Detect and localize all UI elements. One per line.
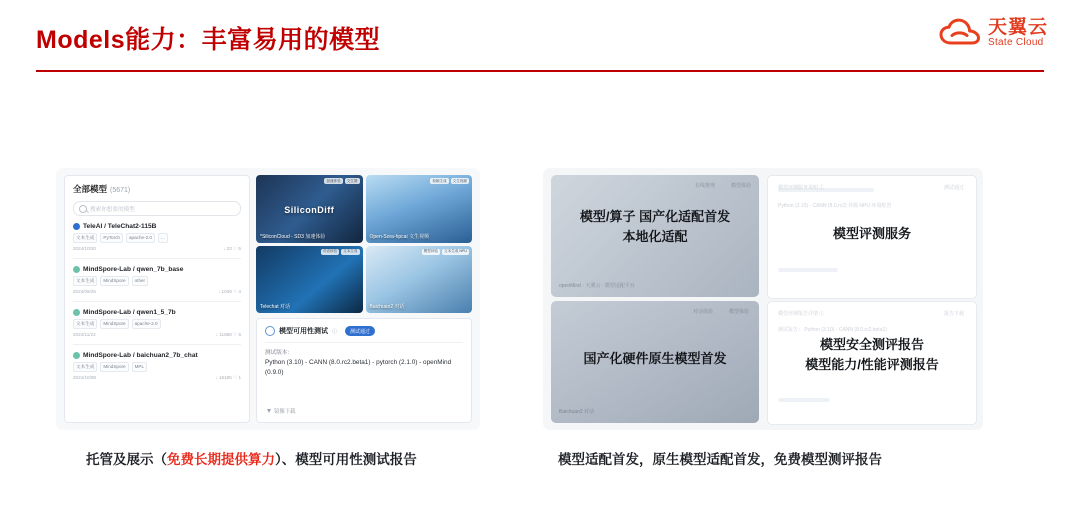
gallery-badge: 文本生成 NPU [444, 249, 467, 253]
gallery-card[interactable] [366, 246, 473, 314]
model-list-card [64, 175, 250, 423]
gallery-card[interactable] [256, 175, 363, 243]
model-name: TeleAI / TeleChat2-115B [83, 223, 157, 230]
model-tags [73, 276, 241, 286]
caption-left-highlight: 免费长期提供算力 [167, 452, 275, 467]
search-placeholder: 搜索你想要的模型 [90, 206, 135, 213]
header-divider [36, 70, 1044, 72]
ghost-badge: 报告下载 [943, 311, 964, 317]
version-text: Python (3.10) - CANN (8.0.rc2.beta1) - pytorch (2.1.0) - openMind (0.9.0) [265, 359, 452, 376]
gallery-caption: Telechat 对话 [260, 304, 291, 310]
search-input[interactable] [73, 201, 241, 216]
gallery-badge: 视频生成 [432, 178, 447, 183]
model-gallery [256, 175, 472, 313]
gallery-badges [422, 249, 469, 255]
gear-icon [265, 326, 275, 336]
page-title: Models能力：丰富易用的模型 [36, 26, 381, 54]
gallery-badge: 模型体验 [423, 249, 439, 253]
model-name: MindSpore-Lab / qwen1_5_7b [83, 309, 176, 316]
list-item[interactable] [73, 266, 241, 302]
gallery-card[interactable] [366, 175, 473, 243]
model-tag: MindSpore [100, 362, 128, 372]
download-label: 镜像下载 [274, 409, 296, 415]
gallery-badge: 文生视频 [452, 178, 467, 183]
availability-test-title: 模型可用性测试 [279, 328, 328, 335]
model-date: 2024/11/22 [73, 332, 96, 337]
gallery-badge: 对话体验 [322, 249, 338, 253]
ghost-badge: 模型评测服务说明 ① [778, 185, 825, 191]
availability-test-card [256, 318, 472, 423]
model-tags [73, 319, 241, 329]
ghost-badge: 模型评测报告详情 ① [778, 311, 825, 317]
gallery-center-text: SiliconDiff [284, 204, 335, 215]
model-avatar [73, 223, 80, 230]
overlay-text-native-hardware: 国产化硬件原生模型首发 [583, 351, 727, 366]
logo-text-cn: 天翼云 [987, 17, 1048, 38]
right-cell-native-hardware [551, 301, 759, 423]
right-cell-reports [767, 301, 977, 425]
model-stats: ↓ 23 ♡ 5 [223, 246, 241, 251]
model-tag: MindSpore [100, 319, 128, 329]
ghost-caption: openMind · 天翼云 · 模型适配平台 [559, 283, 635, 289]
availability-test-header [265, 326, 463, 336]
status-badge: 测试通过 [345, 326, 375, 336]
logo-text-en: State Cloud [987, 36, 1044, 48]
model-tags [73, 362, 241, 372]
model-tag: 文本生成 [73, 233, 97, 243]
ghost-badge: 模型体验 [728, 309, 749, 315]
model-tag: apache-2.0 [126, 233, 155, 243]
gallery-caption: *SiliconCloud - SD3 加速体验 [260, 233, 326, 240]
model-tag: 文本生成 [73, 319, 97, 329]
gallery-caption: Open-Sora-hpcai 文生视频 [369, 233, 429, 240]
version-label: 测试版本： [265, 350, 293, 356]
info-icon[interactable]: ⓘ [332, 328, 338, 335]
caption-left-prefix: 托管及展示（ [86, 452, 167, 467]
ghost-badge: 模型体验 [730, 183, 751, 189]
model-stats: ↓ 16185 ♡ 1 [215, 375, 241, 380]
ghost-line [778, 398, 830, 402]
ghost-badge: 对话体验 [692, 309, 713, 315]
model-list-count: (5671) [110, 187, 131, 194]
gallery-badge: 加速体验 [326, 178, 341, 183]
model-tag: 文本生成 [73, 276, 97, 286]
model-name: MindSpore-Lab / baichuan2_7b_chat [83, 352, 198, 359]
gallery-badge: 文本生成 [343, 249, 358, 253]
model-date: 2024/09/25 [73, 289, 96, 294]
gallery-card[interactable] [256, 246, 363, 314]
model-avatar [73, 266, 80, 273]
caption-left-suffix: ）、模型可用性测试报告 [275, 452, 417, 467]
list-item[interactable] [73, 223, 241, 259]
model-name: MindSpore-Lab / qwen_7b_base [83, 266, 184, 273]
gallery-badge: 文生图 [346, 178, 358, 183]
model-date: 2024/10/20 [73, 246, 96, 251]
ghost-line [778, 268, 838, 272]
right-cell-evaluation-service [767, 175, 977, 299]
model-list-title [73, 183, 241, 195]
caption-right: 模型适配首发，原生模型适配首发，免费模型测评报告 [558, 452, 882, 467]
ghost-badge: 测试通过 [943, 185, 964, 191]
model-list-title-text: 全部模型 [73, 184, 108, 194]
model-stats: ↓ 1039 ♡ 4 [217, 289, 241, 294]
divider [265, 342, 463, 343]
ghost-caption: Baichuan2 对话 [559, 409, 595, 415]
model-tag: MPL [132, 362, 147, 372]
ghost-badge: 在线推理 [694, 183, 715, 189]
gallery-badges [324, 178, 359, 184]
download-icon [267, 409, 271, 413]
model-avatar [73, 352, 80, 359]
search-icon [79, 205, 87, 213]
left-screenshot-panel [56, 168, 480, 430]
brand-logo [939, 18, 1048, 48]
slide-header [0, 0, 1080, 72]
gallery-badges [321, 249, 360, 255]
list-item[interactable] [73, 309, 241, 345]
model-tag: ... [158, 233, 168, 243]
model-stats: ↓ 11886 ♡ 6 [215, 332, 241, 337]
cloud-icon [939, 18, 981, 48]
gallery-badges [430, 178, 469, 184]
overlay-text-reports: 模型安全测评报告 模型能力/性能评测报告 [805, 337, 939, 372]
list-item[interactable] [73, 352, 241, 387]
model-tags [73, 233, 241, 243]
overlay-text-adaptation: 模型/算子 国产化适配首发 本地化适配 [579, 209, 731, 244]
model-tag: 文本生成 [73, 362, 97, 372]
overlay-text-evaluation-service: 模型评测服务 [832, 226, 911, 241]
ghost-caption: 测试报告： Python (3.10) - CANN (8.0.rc2.beta1) [778, 327, 887, 333]
caption-left [86, 448, 417, 468]
model-tag: other [132, 276, 148, 286]
right-screenshot-panel [543, 168, 983, 430]
ghost-caption: Python (3.10) - CANN (8.0.rc2) 昇腾 NPU 环境配置 [778, 203, 892, 209]
download-link[interactable] [267, 407, 296, 415]
right-cell-adaptation [551, 175, 759, 297]
model-tag: PyTorch [100, 233, 123, 243]
model-avatar [73, 309, 80, 316]
gallery-caption: Baichuan2 对话 [369, 304, 405, 310]
model-tag: apache-2.0 [132, 319, 161, 329]
model-tag: MindSpore [100, 276, 128, 286]
model-date: 2024/10/08 [73, 375, 96, 380]
